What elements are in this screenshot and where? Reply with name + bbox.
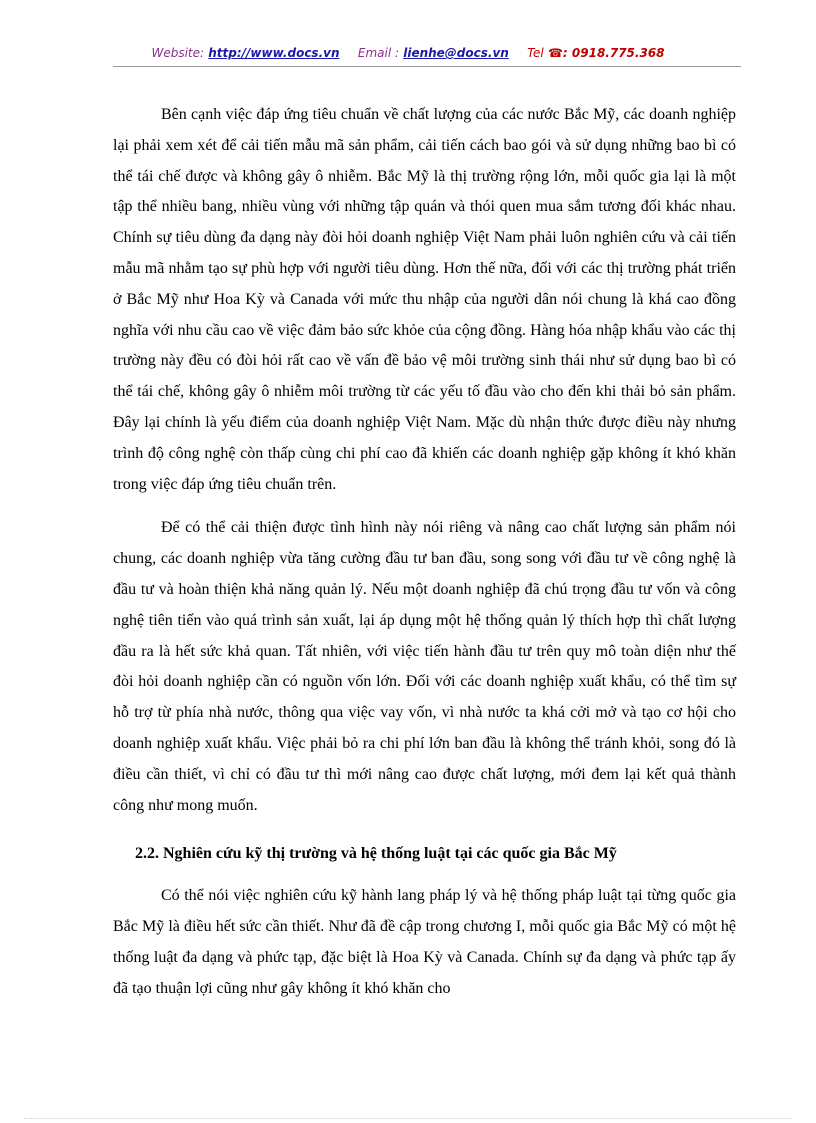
page-header — [0, 46, 816, 60]
website-label: Website: — [151, 46, 205, 60]
website-link[interactable]: http://www.docs.vn — [208, 46, 340, 60]
header-divider — [113, 66, 741, 67]
paragraph-1: Bên cạnh việc đáp ứng tiêu chuẩn về chất lượng của các nước Bắc Mỹ, các doanh nghiệp lại phải xem xét để cải tiến mẫu mã sản phẩm, cải tiến cách bao gói và sử dụng những bao bì có thể tái chế được và không gây ô nhiễm. Bắc Mỹ là thị trường rộng lớn, mỗi quốc gia lại là một tập thể nhiều bang, nhiều vùng với những tập quán và thói quen mua sắm tương đối khác nhau. Chính sự tiêu dùng đa dạng này đòi hỏi doanh nghiệp Việt Nam phải luôn nghiên cứu và cải tiến mẫu mã nhằm tạo sự phù hợp với người tiêu dùng. Hơn thế nữa, đối với các thị trường phát triển ở Bắc Mỹ như Hoa Kỳ và Canada với mức thu nhập của người dân nói chung là khá cao đồng nghĩa với nhu cầu cao về việc đảm bảo sức khỏe của cộng đồng. Hàng hóa nhập khẩu vào các thị trường này đều có đòi hỏi rất cao về vấn đề bảo vệ môi trường sinh thái như sử dụng bao bì có thể tái chế, không gây ô nhiễm môi trường từ các yếu tố đầu vào cho đến khi thải bỏ sản phẩm. Đây lại chính là yếu điểm của doanh nghiệp Việt Nam. Mặc dù nhận thức được điều này nhưng trình độ công nghệ còn thấp cùng chi phí cao đã khiến các doanh nghiệp gặp không ít khó khăn trong việc đáp ứng tiêu chuẩn trên. — [113, 106, 736, 493]
paragraph-2: Để có thể cải thiện được tình hình này nói riêng và nâng cao chất lượng sản phẩm nói chung, các doanh nghiệp vừa tăng cường đầu tư ban đầu, song song với đầu tư về công nghệ là đầu tư và hoàn thiện khả năng quản lý. Nếu một doanh nghiệp đã chú trọng đầu tư vốn và công nghệ tiên tiến vào quá trình sản xuất, lại áp dụng một hệ thống quản lý thích hợp thì chất lượng đầu ra là hết sức khả quan. Tất nhiên, với việc tiến hành đầu tư trên quy mô toàn diện như thế đòi hỏi doanh nghiệp cần có nguồn vốn lớn. Đối với các doanh nghiệp xuất khẩu, có thể tìm sự hỗ trợ từ phía nhà nước, thông qua việc vay vốn, vì nhà nước ta khá cởi mở và tạo cơ hội cho doanh nghiệp xuất khẩu. Việc phải bỏ ra chi phí lớn ban đầu là không thể tránh khỏi, song đó là điều cần thiết, vì chỉ có đầu tư thì mới nâng cao được chất lượng, mới đem lại kết quả thành công như mong muốn. — [113, 519, 736, 814]
paragraph-3: Có thể nói việc nghiên cứu kỹ hành lang pháp lý và hệ thống pháp luật tại từng quốc gia Bắc Mỹ là điều hết sức cần thiết. Như đã đề cập trong chương I, mỗi quốc gia Bắc Mỹ có một hệ thống luật đa dạng và phức tạp, đặc biệt là Hoa Kỳ và Canada. Chính sự đa dạng và phức tạp ấy đã tạo thuận lợi cũng như gây không ít khó khăn cho — [113, 887, 736, 997]
document-body — [113, 100, 736, 1018]
phone-icon: ☎ — [547, 46, 563, 60]
phone-number: : 0918.775.368 — [562, 46, 665, 60]
email-label: Email : — [357, 46, 400, 60]
footer-divider — [24, 1118, 792, 1119]
email-link[interactable]: lienhe@docs.vn — [403, 46, 509, 60]
tel-label: Tel — [527, 46, 544, 60]
section-heading: 2.2. Nghiên cứu kỹ thị trường và hệ thống luật tại các quốc gia Bắc Mỹ — [135, 845, 617, 863]
